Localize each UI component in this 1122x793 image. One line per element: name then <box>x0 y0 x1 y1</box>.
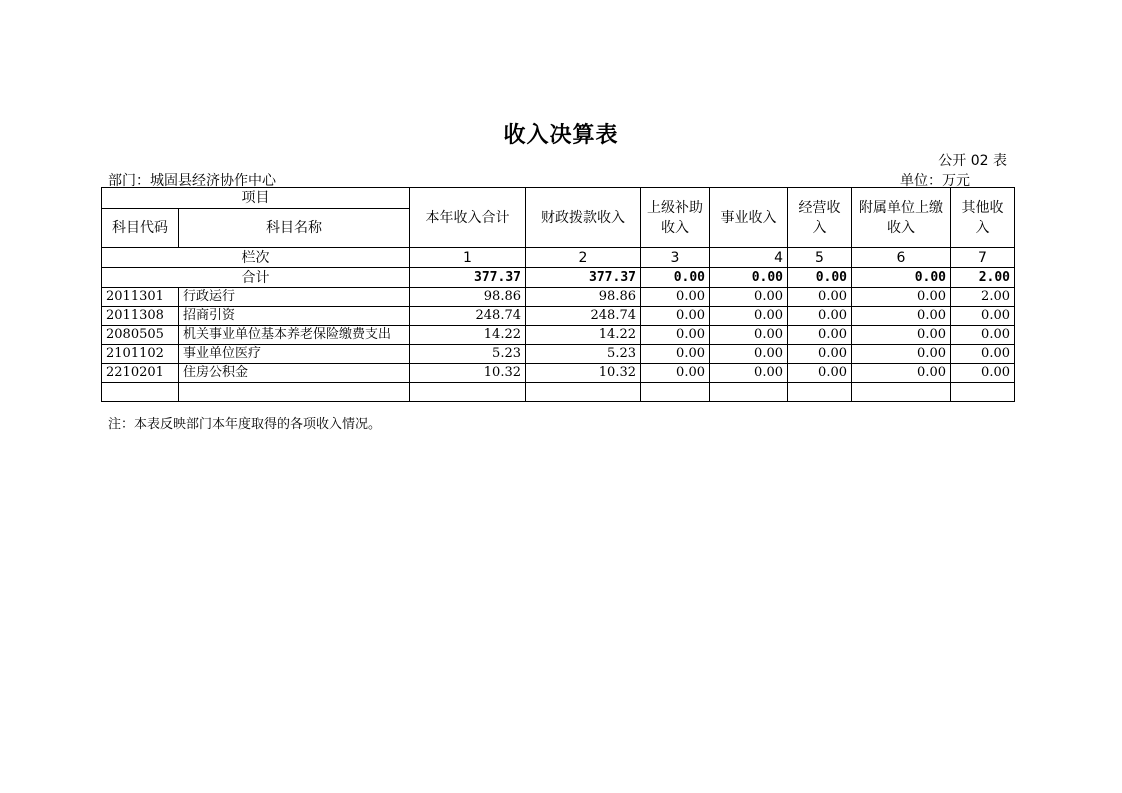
header-total-income: 本年收入合计 <box>410 188 526 248</box>
row-code: 2101102 <box>102 345 179 364</box>
row-value: 0.00 <box>951 326 1015 345</box>
column-number: 3 <box>641 248 710 268</box>
department-label: 部门：城固县经济协作中心 <box>108 173 276 189</box>
empty-cell <box>526 383 641 402</box>
row-value: 10.32 <box>410 364 526 383</box>
unit-label: 单位：万元 <box>900 173 970 189</box>
row-value: 5.23 <box>526 345 641 364</box>
row-value: 0.00 <box>951 364 1015 383</box>
row-value: 248.74 <box>526 307 641 326</box>
row-value: 0.00 <box>710 364 788 383</box>
header-business: 事业收入 <box>710 188 788 248</box>
table-row <box>102 326 1015 345</box>
row-code: 2080505 <box>102 326 179 345</box>
column-number: 4 <box>710 248 788 268</box>
total-value: 0.00 <box>641 268 710 288</box>
empty-cell <box>641 383 710 402</box>
row-value: 98.86 <box>526 288 641 307</box>
row-value: 0.00 <box>641 288 710 307</box>
row-value: 0.00 <box>710 288 788 307</box>
empty-cell <box>710 383 788 402</box>
total-row <box>102 268 1015 288</box>
row-value: 2.00 <box>951 288 1015 307</box>
row-value: 0.00 <box>788 345 852 364</box>
empty-cell <box>852 383 951 402</box>
page-title: 收入决算表 <box>503 123 619 148</box>
row-value: 0.00 <box>852 345 951 364</box>
row-value: 0.00 <box>641 364 710 383</box>
column-number: 5 <box>788 248 852 268</box>
header-fiscal: 财政拨款收入 <box>526 188 641 248</box>
row-value: 0.00 <box>641 326 710 345</box>
row-code: 2011308 <box>102 307 179 326</box>
table-row <box>102 364 1015 383</box>
table-row <box>102 345 1015 364</box>
footnote: 注：本表反映部门本年度取得的各项收入情况。 <box>108 417 382 432</box>
empty-row <box>102 383 1015 402</box>
column-number: 7 <box>951 248 1015 268</box>
row-value: 5.23 <box>410 345 526 364</box>
total-value: 2.00 <box>951 268 1015 288</box>
row-value: 0.00 <box>710 307 788 326</box>
row-name: 事业单位医疗 <box>179 345 410 364</box>
row-value: 0.00 <box>788 326 852 345</box>
total-value: 0.00 <box>788 268 852 288</box>
total-value: 0.00 <box>710 268 788 288</box>
empty-cell <box>788 383 852 402</box>
empty-cell <box>102 383 179 402</box>
row-name: 机关事业单位基本养老保险缴费支出 <box>179 326 410 345</box>
empty-cell <box>410 383 526 402</box>
row-value: 0.00 <box>951 345 1015 364</box>
total-value: 377.37 <box>410 268 526 288</box>
column-number: 6 <box>852 248 951 268</box>
header-name: 科目名称 <box>179 209 410 248</box>
column-number: 2 <box>526 248 641 268</box>
row-value: 0.00 <box>641 307 710 326</box>
row-name: 住房公积金 <box>179 364 410 383</box>
row-value: 0.00 <box>852 307 951 326</box>
row-value: 0.00 <box>852 288 951 307</box>
row-value: 0.00 <box>710 345 788 364</box>
empty-cell <box>179 383 410 402</box>
column-number: 1 <box>410 248 526 268</box>
row-value: 0.00 <box>788 364 852 383</box>
row-value: 248.74 <box>410 307 526 326</box>
header-superior: 上级补助收入 <box>641 188 710 248</box>
column-number-row <box>102 248 1015 268</box>
row-value: 98.86 <box>410 288 526 307</box>
total-value: 0.00 <box>852 268 951 288</box>
row-value: 0.00 <box>710 326 788 345</box>
header-code: 科目代码 <box>102 209 179 248</box>
header-other: 其他收入 <box>951 188 1015 248</box>
table-number: 公开 02 表 <box>938 153 1007 169</box>
row-value: 0.00 <box>641 345 710 364</box>
header-operating: 经营收入 <box>788 188 852 248</box>
row-value: 14.22 <box>410 326 526 345</box>
header-affiliated: 附属单位上缴收入 <box>852 188 951 248</box>
row-value: 0.00 <box>852 364 951 383</box>
total-label: 合计 <box>102 268 410 288</box>
row-value: 0.00 <box>788 307 852 326</box>
header-row-1 <box>102 188 1015 209</box>
row-name: 行政运行 <box>179 288 410 307</box>
table-row <box>102 307 1015 326</box>
row-name: 招商引资 <box>179 307 410 326</box>
total-value: 377.37 <box>526 268 641 288</box>
row-value: 10.32 <box>526 364 641 383</box>
row-code: 2011301 <box>102 288 179 307</box>
row-value: 14.22 <box>526 326 641 345</box>
table-row <box>102 288 1015 307</box>
row-value: 0.00 <box>951 307 1015 326</box>
row-value: 0.00 <box>788 288 852 307</box>
row-value: 0.00 <box>852 326 951 345</box>
row-code: 2210201 <box>102 364 179 383</box>
empty-cell <box>951 383 1015 402</box>
column-number-label: 栏次 <box>102 248 410 268</box>
income-table <box>101 187 1015 402</box>
header-project: 项目 <box>102 188 410 209</box>
